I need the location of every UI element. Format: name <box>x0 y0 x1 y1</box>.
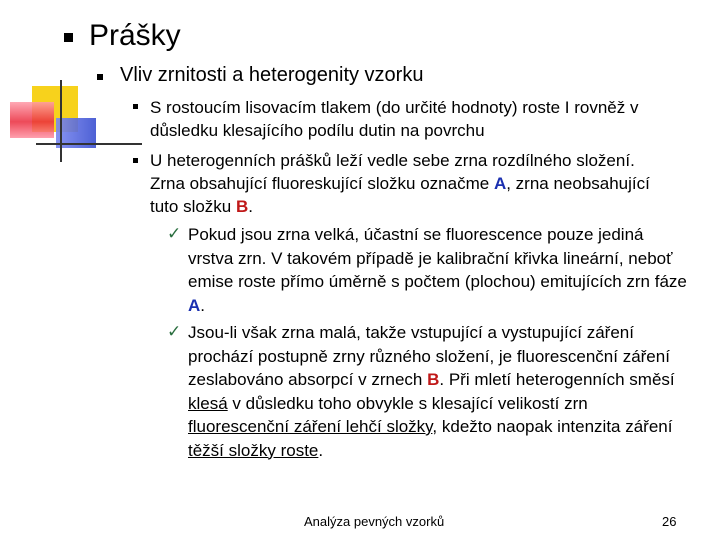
sub2-part1: Jsou-li však zrna malá, takže vstupující a vystupující záření prochází postupně zrny různého složení, je fluorescenční záření zeslabováno absorpcí v zrnech <box>188 323 670 389</box>
sub2-underline-klesa: klesá <box>188 393 228 413</box>
sub1-part1: Pokud jsou zrna velká, účastní se fluorescence pouze jediná vrstva zrn. V takovém případě je kalibrační křivka lineární, neboť emise roste přímo úměrně s počtem (plochou) emitujících zrn fáze <box>188 225 687 291</box>
bullet2-icon <box>133 158 138 163</box>
sub2-part3: v důsledku toho obvykle s klesající velikostí zrn <box>227 393 588 413</box>
level1-bullet-icon <box>97 74 103 80</box>
bullet2-part1: U heterogenních prášků leží vedle sebe zrna rozdílného složení. Zrna obsahující fluoreskující složku označme <box>150 151 635 193</box>
sub1-label-A: A <box>188 295 201 315</box>
check-mark-icon: ✓ <box>167 224 182 244</box>
title-bullet-icon <box>64 33 73 42</box>
sub2-part4: , kdežto naopak intenzita záření <box>432 417 673 436</box>
sub1-text <box>188 223 688 317</box>
page-title: Prášky <box>89 19 181 52</box>
bullet1-text: S rostoucím lisovacím tlakem (do určité hodnoty) roste I rovněž v důsledku klesajícího podílu dutin na povrchu <box>150 98 639 140</box>
sub2-label-B: B <box>427 370 440 389</box>
sub2-underline-tezsi: těžší složky roste <box>188 440 319 460</box>
deco-horizontal-line <box>36 143 142 145</box>
bullet2-label-A: A <box>493 174 507 193</box>
page-number: 26 <box>662 514 677 529</box>
sub2-part5: . <box>318 440 324 460</box>
bullet2-label-B: B <box>236 197 249 216</box>
footer-title: Analýza pevných vzorků <box>304 514 445 529</box>
sub1-part2: . <box>200 295 206 315</box>
deco-red-square <box>10 102 54 138</box>
bullet1-icon <box>133 104 138 109</box>
level1-heading: Vliv zrnitosti a heterogenity vzorku <box>120 64 424 86</box>
sub2-text <box>188 321 688 462</box>
sub2-underline-fluorescence: fluorescenční záření lehčí složky <box>188 417 433 436</box>
check-mark-icon: ✓ <box>167 322 182 342</box>
bullet2-part3: . <box>248 197 254 216</box>
bullet2-part2: , zrna neobsahující tuto složku <box>150 174 650 216</box>
bullet2-text <box>150 149 660 218</box>
deco-vertical-line <box>60 80 62 162</box>
sub2-part2: . Při mletí heterogenních směsí <box>439 370 675 389</box>
